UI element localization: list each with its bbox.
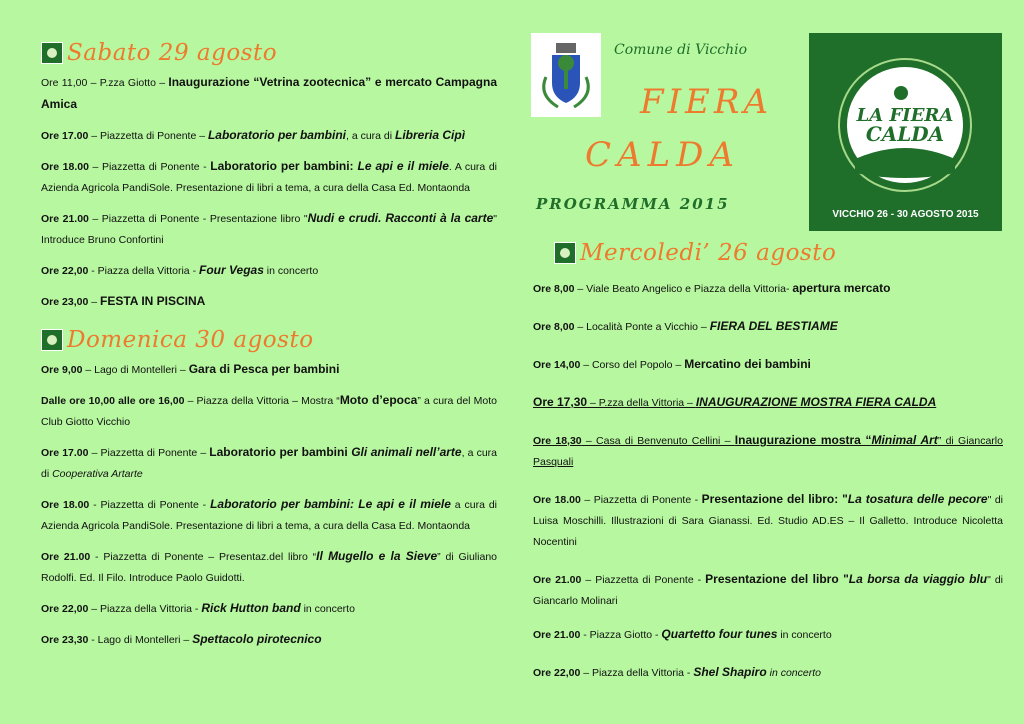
event-item: Ore 23,30 - Lago di Montelleri – Spettacolo pirotecnico	[41, 632, 322, 646]
event-item: Ore 8,00 – Viale Beato Angelico e Piazza della Vittoria- apertura mercato	[533, 281, 891, 295]
event-item: Ore 18.00 - Piazzetta di Ponente - Laboratorio per bambini: Le api e il miele a cura di Azienda Agricola PandiSole. Presentazione di libri a tema, a cura della Casa Ed. Montaonda	[41, 497, 497, 532]
event-item: Ore 18.00 – Piazzetta di Ponente - Laboratorio per bambini: Le api e il miele. A cura di Azienda Agricola PandiSole. Presentazione di libri a tema, a cura della Casa Ed. Montaonda	[41, 159, 497, 194]
programma-label: PROGRAMMA 2015	[536, 195, 730, 213]
event-item: Ore 22,00 – Piazza della Vittoria - Rick Hutton band in concerto	[41, 601, 355, 615]
event-item: Ore 21.00 – Piazzetta di Ponente - Presentazione del libro "La borsa da viaggio blu" di Giancarlo Molinari	[533, 572, 1004, 607]
municipal-crest-icon	[531, 33, 601, 117]
day-title: Sabato 29 agosto	[67, 40, 278, 66]
event-item: Ore 21.00 - Piazzetta di Ponente – Presentaz.del libro “Il Mugello e la Sieve” di Giuliano Rodolfi. Ed. Il Filo. Introduce Paolo Guidotti.	[41, 549, 497, 584]
day-title: Domenica 30 agosto	[67, 327, 314, 353]
event-item: Ore 14,00 – Corso del Popolo – Mercatino dei bambini	[533, 357, 811, 371]
title-calda: CALDA	[585, 135, 740, 175]
event-item: Ore 22,00 - Piazza della Vittoria - Four Vegas in concerto	[41, 263, 319, 277]
event-item: Ore 9,00 – Lago di Montelleri – Gara di Pesca per bambini	[41, 362, 340, 376]
day-header-domenica	[41, 327, 497, 353]
fiera-badge-icon	[41, 42, 63, 64]
logo-caption: VICCHIO 26 - 30 AGOSTO 2015	[832, 209, 979, 220]
event-item: Ore 21.00 - Piazza Giotto - Quartetto four tunes in concerto	[533, 627, 832, 641]
day-title: Mercoledi’ 26 agosto	[580, 240, 837, 266]
title-fiera: FIERA	[640, 82, 772, 122]
right-column	[533, 240, 1003, 693]
fiera-badge-icon	[554, 242, 576, 264]
fiera-calda-logo	[809, 33, 1002, 231]
fiera-badge-icon	[41, 329, 63, 351]
event-item: Ore 8,00 – Località Ponte a Vicchio – FIERA DEL BESTIAME	[533, 319, 838, 333]
event-item: Ore 22,00 – Piazza della Vittoria - Shel Shapiro in concerto	[533, 665, 821, 679]
event-item: Ore 11,00 – P.zza Giotto – Inaugurazione “Vetrina zootecnica” e mercato Campagna Amica	[41, 75, 497, 111]
event-item: Ore 21.00 – Piazzetta di Ponente - Presentazione libro "Nudi e crudi. Racconti à la carte" Introduce Bruno Confortini	[41, 211, 497, 246]
comune-label: Comune di Vicchio	[614, 42, 748, 58]
event-item: Ore 17.00 – Piazzetta di Ponente – Laboratorio per bambini Gli animali nell’arte, a cura di Cooperativa Artarte	[41, 445, 497, 480]
event-item: Ore 23,00 – FESTA IN PISCINA	[41, 294, 206, 308]
event-item: Ore 17.00 – Piazzetta di Ponente – Laboratorio per bambini, a cura di Libreria Cipì	[41, 128, 466, 142]
logo-line1: LA FIERA	[856, 105, 954, 126]
logo-line2: CALDA	[865, 122, 945, 146]
left-column	[41, 40, 497, 660]
event-item: Ore 17,30 – P.zza della Vittoria – INAUGURAZIONE MOSTRA FIERA CALDA	[533, 395, 937, 409]
day-header-sabato	[41, 40, 497, 66]
day-header-mercoledi	[554, 240, 1003, 266]
event-item: Ore 18.00 – Piazzetta di Ponente - Presentazione del libro: "La tosatura delle pecore" di Luisa Moschilli. Illustrazioni di Sara Gianassi. Ed. Studio AD.ES – Il Galletto. Introduce Nicoletta Nocentini	[533, 492, 1003, 548]
event-item: Ore 18,30 – Casa di Benvenuto Cellini – Inaugurazione mostra “Minimal Art” di Giancarlo Pasquali	[533, 433, 1003, 468]
event-item: Dalle ore 10,00 alle ore 16,00 – Piazza della Vittoria – Mostra “Moto d’epoca” a cura del Moto Club Giotto Vicchio	[41, 393, 497, 428]
